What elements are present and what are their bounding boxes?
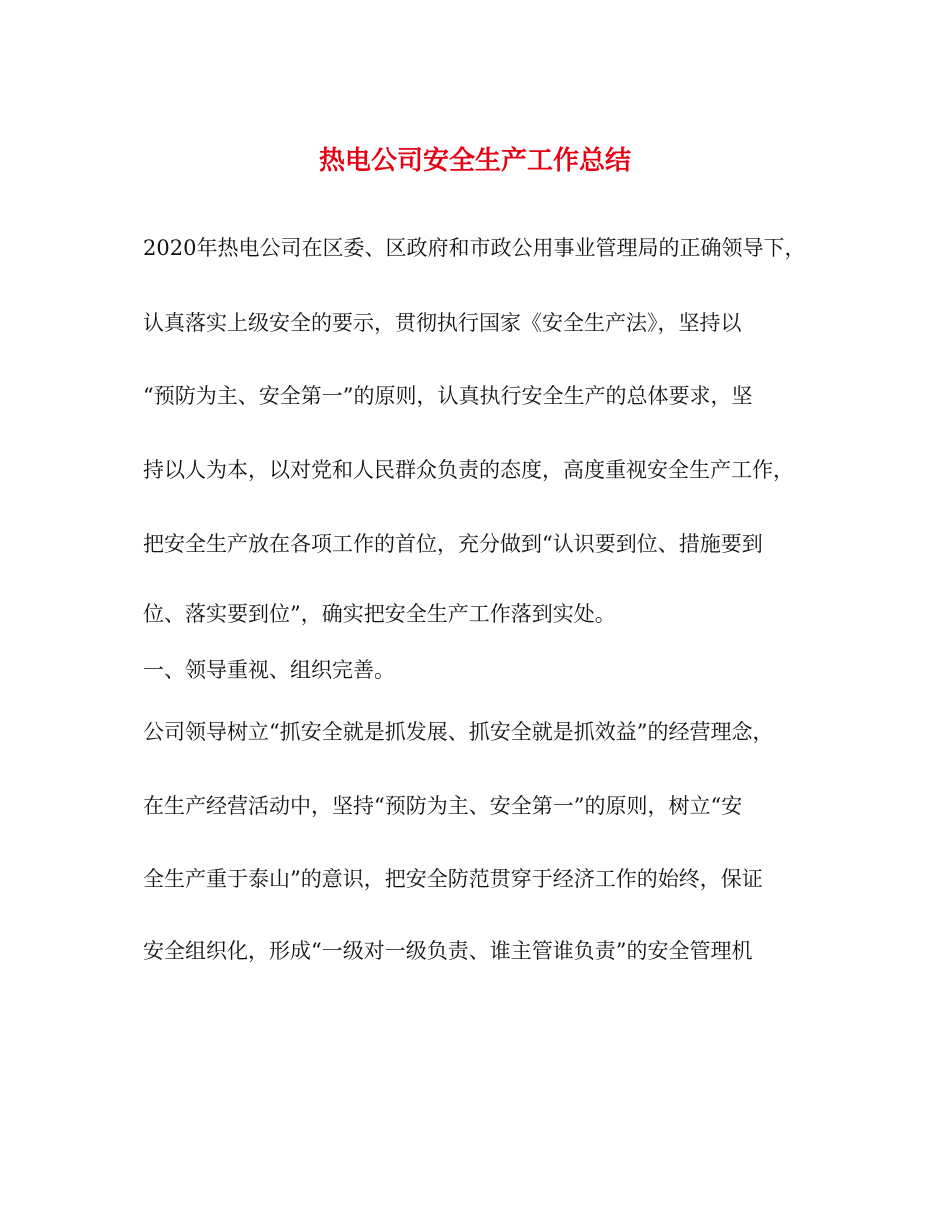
body-line: 持以人为本，以对党和人民群众负责的态度，高度重视安全生产工作， xyxy=(143,458,794,482)
body-line: 在生产经营活动中，坚持“预防为主、安全第一”的原则，树立“安 xyxy=(143,794,743,818)
body-line: 认真落实上级安全的要示，贯彻执行国家《安全生产法》，坚持以 xyxy=(143,311,742,335)
body-line: “预防为主、安全第一”的原则，认真执行安全生产的总体要求，坚 xyxy=(143,384,753,408)
document-title: 热电公司安全生产工作总结 xyxy=(318,146,631,176)
body-line: 位、落实要到位”，确实把安全生产工作落到实处。 xyxy=(143,602,616,626)
body-line: 2020年热电公司在区委、区政府和市政公用事业管理局的正确领导下， xyxy=(143,236,806,260)
body-line: 公司领导树立“抓安全就是抓发展、抓安全就是抓效益”的经营理念， xyxy=(143,720,774,744)
body-line: 把安全生产放在各项工作的首位，充分做到“认识要到位、措施要到 xyxy=(143,532,763,556)
body-line: 全生产重于泰山”的意识，把安全防范贯穿于经济工作的始终，保证 xyxy=(143,867,763,891)
body-line: 安全组织化，形成“一级对一级负责、谁主管谁负责”的安全管理机 xyxy=(143,939,753,963)
section-heading: 一、领导重视、组织完善。 xyxy=(143,658,395,682)
